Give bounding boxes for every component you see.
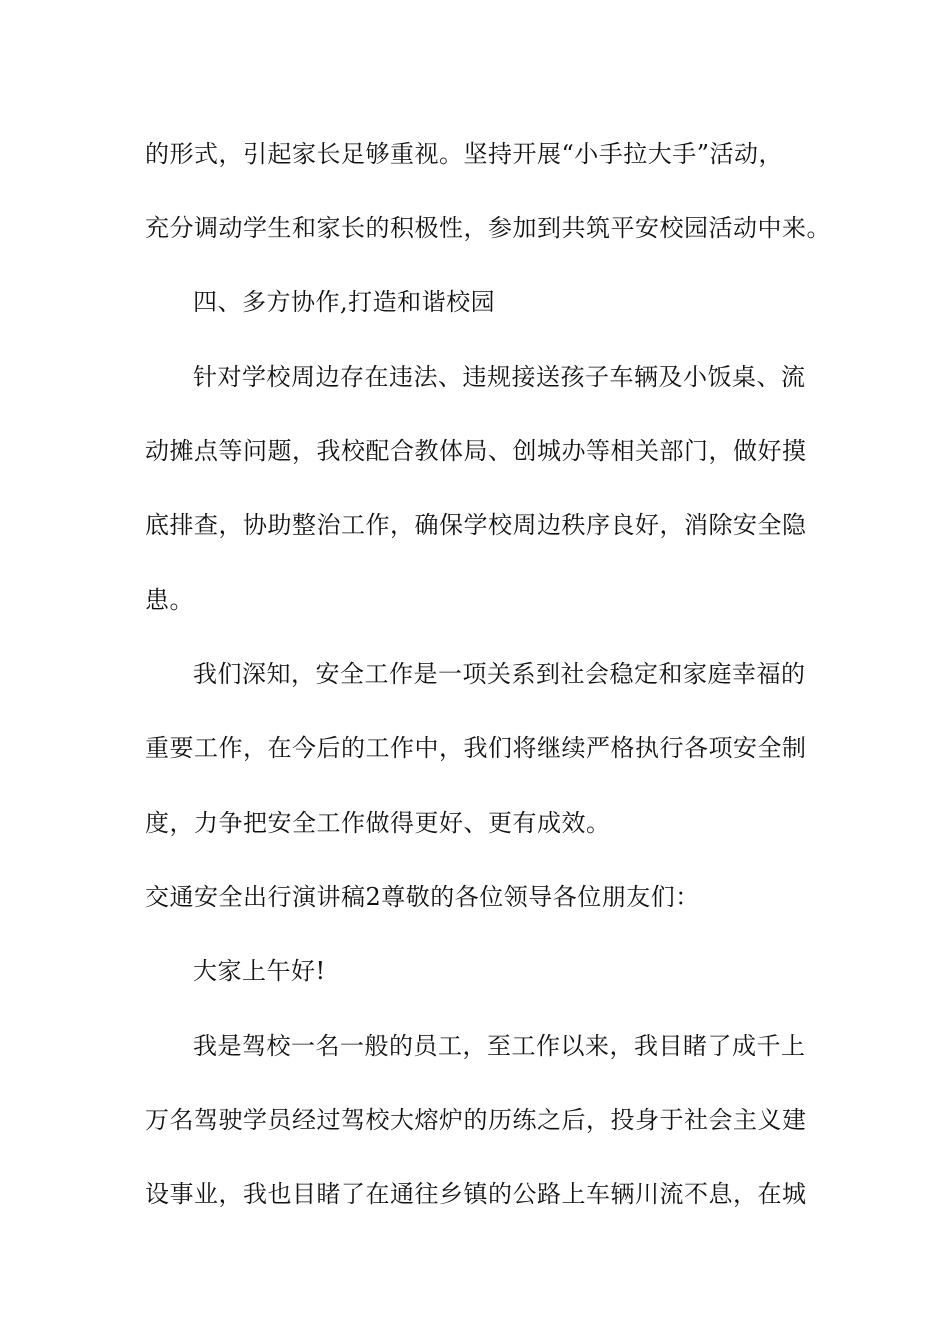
paragraph-line: 万名驾驶学员经过驾校大熔炉的历练之后，投身于社会主义建: [145, 1106, 807, 1134]
paragraph-line: 的形式，引起家长足够重视。坚持开展“小手拉大手”活动，: [145, 140, 784, 168]
greeting-line: 大家上午好!: [193, 957, 326, 985]
paragraph-line: 重要工作，在今后的工作中，我们将继续严格执行各项安全制: [145, 734, 807, 762]
paragraph-line: 底排查，协助整治工作，确保学校周边秩序良好，消除安全隐: [145, 511, 807, 539]
paragraph-line: 我们深知，安全工作是一项关系到社会稳定和家庭幸福的: [193, 660, 806, 688]
paragraph-line: 针对学校周边存在违法、违规接送孩子车辆及小饭桌、流: [193, 363, 806, 391]
paragraph-line: 患。: [145, 586, 194, 614]
paragraph-line: 我是驾校一名一般的员工，至工作以来，我目睹了成千上: [193, 1032, 806, 1060]
paragraph-line: 充分调动学生和家长的积极性，参加到共筑平安校园活动中来。: [145, 214, 831, 242]
paragraph-line: 度，力争把安全工作做得更好、更有成效。: [145, 809, 611, 837]
speech-title-line: 交通安全出行演讲稿2尊敬的各位领导各位朋友们：: [145, 883, 700, 911]
paragraph-line: 设事业，我也目睹了在通往乡镇的公路上车辆川流不息，在城: [145, 1180, 807, 1208]
paragraph-line: 动摊点等问题，我校配合教体局、创城办等相关部门，做好摸: [145, 437, 807, 465]
section-heading: 四、多方协作,打造和谐校园: [193, 288, 496, 316]
